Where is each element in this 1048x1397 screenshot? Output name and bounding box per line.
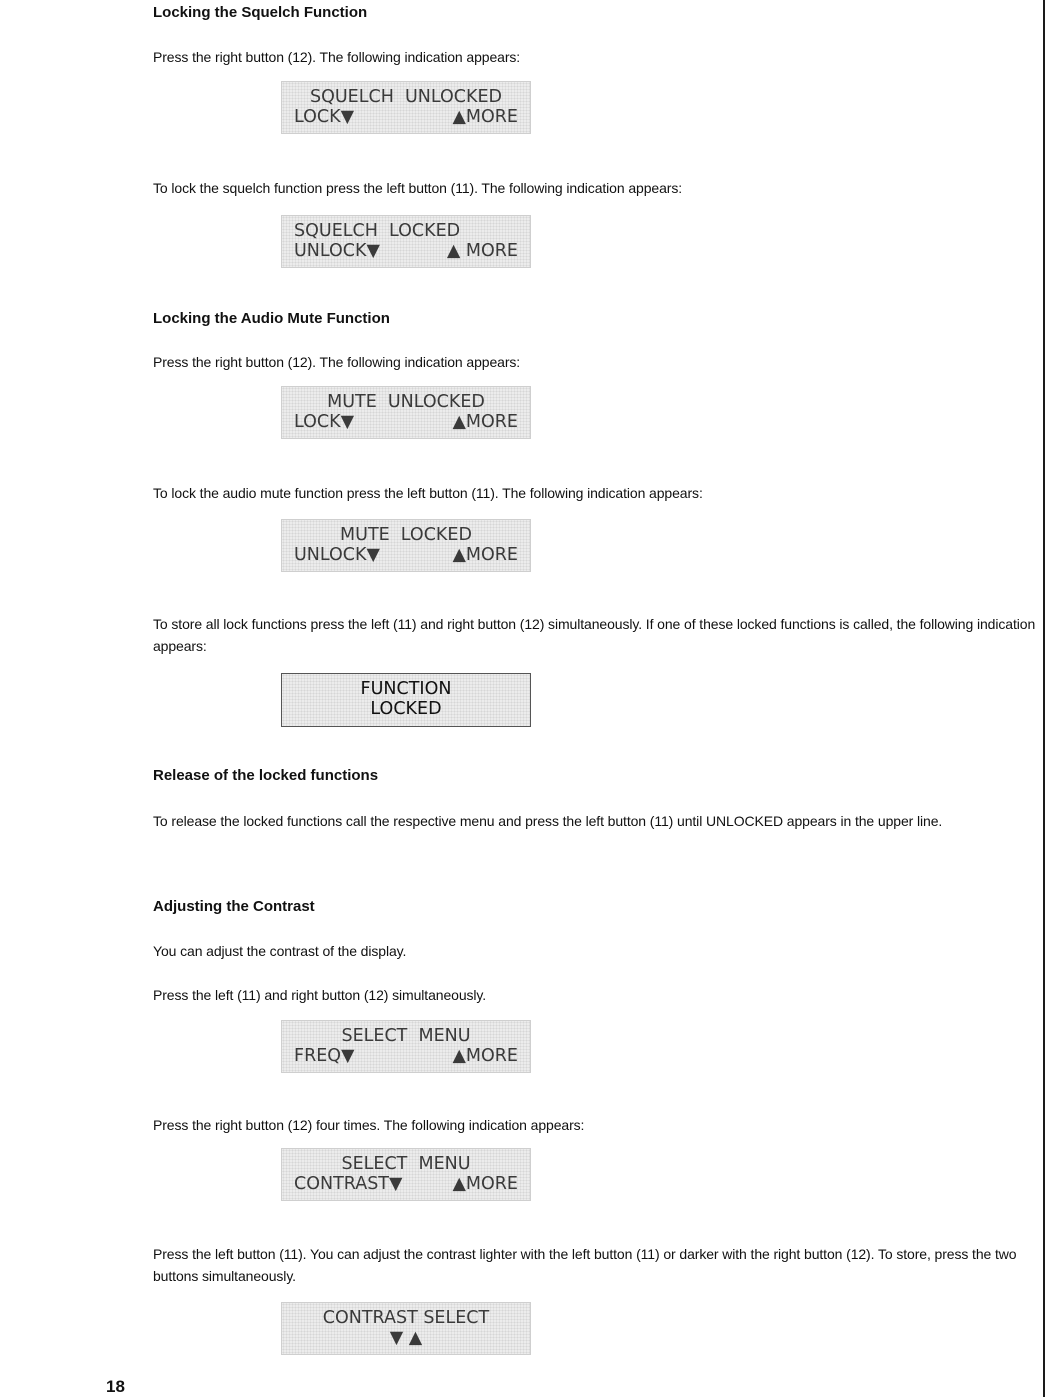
- lcd-mute-unlocked: [281, 386, 531, 439]
- contrast-intro-text: You can adjust the contrast of the display.: [153, 943, 407, 959]
- lcd-softkey-right: ▲MORE: [452, 107, 518, 127]
- lcd-squelch-locked: [281, 215, 531, 268]
- heading-audio-mute: Locking the Audio Mute Function: [153, 310, 390, 327]
- lcd-mute-locked: [281, 519, 531, 572]
- lcd-line2: ▼ ▲: [389, 1328, 423, 1348]
- lcd-softkey-left: LOCK▼: [294, 412, 355, 432]
- squelch-step2-text: To lock the squelch function press the left button (11). The following indication appears:: [153, 180, 683, 196]
- lcd-line1: SELECT MENU: [341, 1154, 471, 1174]
- lcd-softkey-right: ▲MORE: [452, 545, 518, 565]
- contrast-step1-text: Press the left (11) and right button (12) simultaneously.: [153, 987, 487, 1003]
- contrast-step2-text: Press the right button (12) four times. The following indication appears:: [153, 1117, 585, 1133]
- squelch-step1-text: Press the right button (12). The following indication appears:: [153, 49, 521, 65]
- lcd-softkey-left: UNLOCK▼: [294, 545, 380, 565]
- lcd-line1: MUTE UNLOCKED: [327, 392, 485, 412]
- heading-release: Release of the locked functions: [153, 767, 379, 784]
- lcd-line1: FUNCTION: [360, 679, 452, 699]
- lcd-line1: SELECT MENU: [341, 1026, 471, 1046]
- lcd-line1: SQUELCH LOCKED: [294, 221, 461, 241]
- lcd-contrast-select: [281, 1302, 531, 1355]
- lcd-softkey-left: FREQ▼: [294, 1046, 355, 1066]
- lcd-softkey-left: LOCK▼: [294, 107, 355, 127]
- lcd-select-menu-contrast: [281, 1148, 531, 1201]
- lcd-function-locked: [281, 673, 531, 727]
- lcd-line1: MUTE LOCKED: [340, 525, 472, 545]
- mute-step1-text: Press the right button (12). The following indication appears:: [153, 354, 521, 370]
- mute-step2-text: To lock the audio mute function press the left button (11). The following indication appears:: [153, 485, 703, 501]
- heading-contrast: Adjusting the Contrast: [153, 898, 315, 915]
- page-right-rule: [1043, 0, 1045, 1397]
- lcd-softkey-right: ▲MORE: [452, 412, 518, 432]
- heading-squelch: Locking the Squelch Function: [153, 4, 368, 21]
- lcd-squelch-unlocked: [281, 81, 531, 134]
- lcd-line2: LOCKED: [370, 699, 442, 719]
- lcd-select-menu-freq: [281, 1020, 531, 1073]
- lcd-softkey-right: ▲MORE: [452, 1174, 518, 1194]
- lcd-softkey-left: UNLOCK▼: [294, 241, 380, 261]
- page-number: 18: [106, 1377, 125, 1396]
- lcd-softkey-right: ▲ MORE: [446, 241, 518, 261]
- store-all-text: To store all lock functions press the left (11) and right button (12) simultaneously. If one of these locked functions is called, the following indication appears:: [153, 616, 1036, 654]
- release-text: To release the locked functions call the respective menu and press the left button (11) until UNLOCKED appears in the upper line.: [153, 813, 943, 829]
- lcd-softkey-right: ▲MORE: [452, 1046, 518, 1066]
- lcd-line1: SQUELCH UNLOCKED: [309, 87, 503, 107]
- contrast-step3-text: Press the left button (11). You can adjust the contrast lighter with the left button (11) or darker with the right button (12). To store, press the two buttons simultaneously.: [153, 1246, 1017, 1284]
- lcd-softkey-left: CONTRAST▼: [294, 1174, 403, 1194]
- lcd-line1: CONTRAST SELECT: [322, 1308, 490, 1328]
